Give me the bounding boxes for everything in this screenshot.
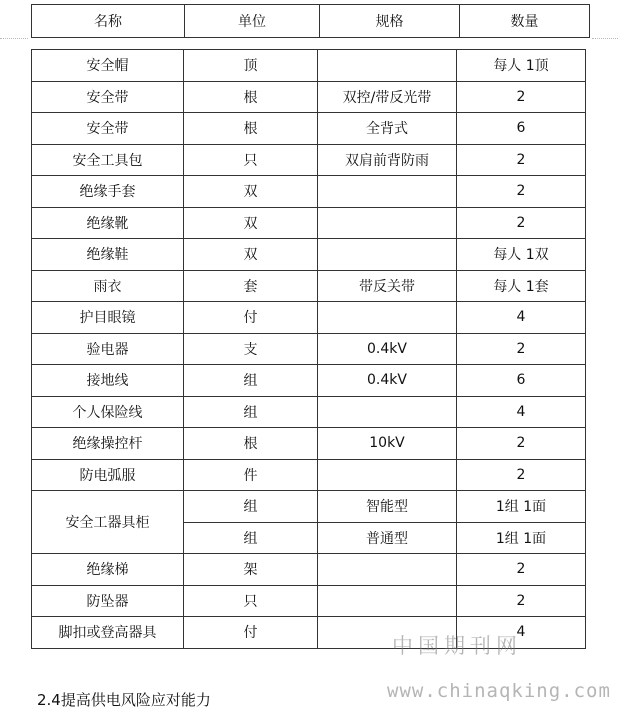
cell-qty: 2 [457,207,586,239]
header-spec: 规格 [320,5,460,38]
cell-name-merged: 安全工器具柜 [32,491,184,554]
cell-qty: 6 [457,113,586,145]
cell-qty: 2 [457,144,586,176]
table-row [32,270,586,302]
header-qty: 数量 [460,5,590,38]
cell-unit: 双 [184,176,318,208]
cell-qty: 4 [457,396,586,428]
table-row [32,239,586,271]
table-row [32,333,586,365]
cell-spec [318,50,457,82]
table-row [32,491,586,523]
table-row [32,81,586,113]
page-margin-line-right [592,38,618,39]
header-unit: 单位 [185,5,320,38]
cell-unit: 组 [184,396,318,428]
cell-spec: 双控/带反光带 [318,81,457,113]
cell-qty: 2 [457,81,586,113]
table-row [32,585,586,617]
cell-unit: 付 [184,302,318,334]
table-row [32,365,586,397]
cell-qty: 每人 1双 [457,239,586,271]
cell-unit: 根 [184,428,318,460]
cell-spec [318,302,457,334]
table-row [32,459,586,491]
cell-name: 安全工具包 [32,144,184,176]
page-margin-line-left [0,38,28,39]
table-row [32,113,586,145]
cell-name: 安全带 [32,81,184,113]
table-row [32,428,586,460]
watermark-url: www.chinaqking.com [387,680,611,702]
cell-spec [318,207,457,239]
cell-name: 安全帽 [32,50,184,82]
cell-qty: 6 [457,365,586,397]
cell-name: 个人保险线 [32,396,184,428]
cell-qty: 每人 1套 [457,270,586,302]
cell-spec: 普通型 [318,522,457,554]
cell-qty: 2 [457,176,586,208]
table-header [31,4,590,38]
cell-name: 脚扣或登高器具 [32,617,184,649]
cell-name: 绝缘梯 [32,554,184,586]
cell-unit: 顶 [184,50,318,82]
cell-unit: 只 [184,144,318,176]
cell-spec: 智能型 [318,491,457,523]
cell-unit: 双 [184,207,318,239]
table-row [32,207,586,239]
cell-name: 绝缘靴 [32,207,184,239]
cell-spec [318,239,457,271]
cell-unit: 组 [184,522,318,554]
cell-spec: 10kV [318,428,457,460]
cell-spec [318,459,457,491]
section-heading: 2.4提高供电风险应对能力 [37,691,211,709]
cell-unit: 架 [184,554,318,586]
cell-qty: 每人 1顶 [457,50,586,82]
header-name: 名称 [32,5,185,38]
cell-qty: 2 [457,554,586,586]
table-header-row [32,5,590,38]
cell-qty: 1组 1面 [457,522,586,554]
table-row [32,554,586,586]
cell-spec: 双肩前背防雨 [318,144,457,176]
cell-unit: 根 [184,113,318,145]
table-row [32,50,586,82]
cell-name: 绝缘手套 [32,176,184,208]
cell-name: 防电弧服 [32,459,184,491]
cell-name: 护目眼镜 [32,302,184,334]
cell-spec [318,585,457,617]
cell-unit: 根 [184,81,318,113]
table-row [32,396,586,428]
cell-spec: 0.4kV [318,365,457,397]
cell-name: 接地线 [32,365,184,397]
cell-spec: 带反关带 [318,270,457,302]
cell-qty: 2 [457,333,586,365]
cell-name: 绝缘操控杆 [32,428,184,460]
cell-spec [318,396,457,428]
cell-qty: 2 [457,459,586,491]
equipment-table [31,49,586,649]
watermark-chinese: 中国期刊网 [392,634,522,658]
table-row [32,176,586,208]
cell-qty: 2 [457,428,586,460]
cell-name: 验电器 [32,333,184,365]
table-row [32,144,586,176]
cell-qty: 2 [457,585,586,617]
cell-qty: 1组 1面 [457,491,586,523]
cell-unit: 支 [184,333,318,365]
cell-name: 绝缘鞋 [32,239,184,271]
cell-qty: 4 [457,302,586,334]
cell-spec: 全背式 [318,113,457,145]
cell-name: 雨衣 [32,270,184,302]
cell-unit: 只 [184,585,318,617]
table-row [32,302,586,334]
cell-unit: 组 [184,491,318,523]
cell-unit: 件 [184,459,318,491]
cell-qty: 4 [457,617,586,649]
cell-spec [318,176,457,208]
cell-name: 防坠器 [32,585,184,617]
cell-unit: 双 [184,239,318,271]
cell-unit: 组 [184,365,318,397]
cell-unit: 付 [184,617,318,649]
cell-unit: 套 [184,270,318,302]
cell-spec: 0.4kV [318,333,457,365]
cell-name: 安全带 [32,113,184,145]
cell-spec [318,554,457,586]
